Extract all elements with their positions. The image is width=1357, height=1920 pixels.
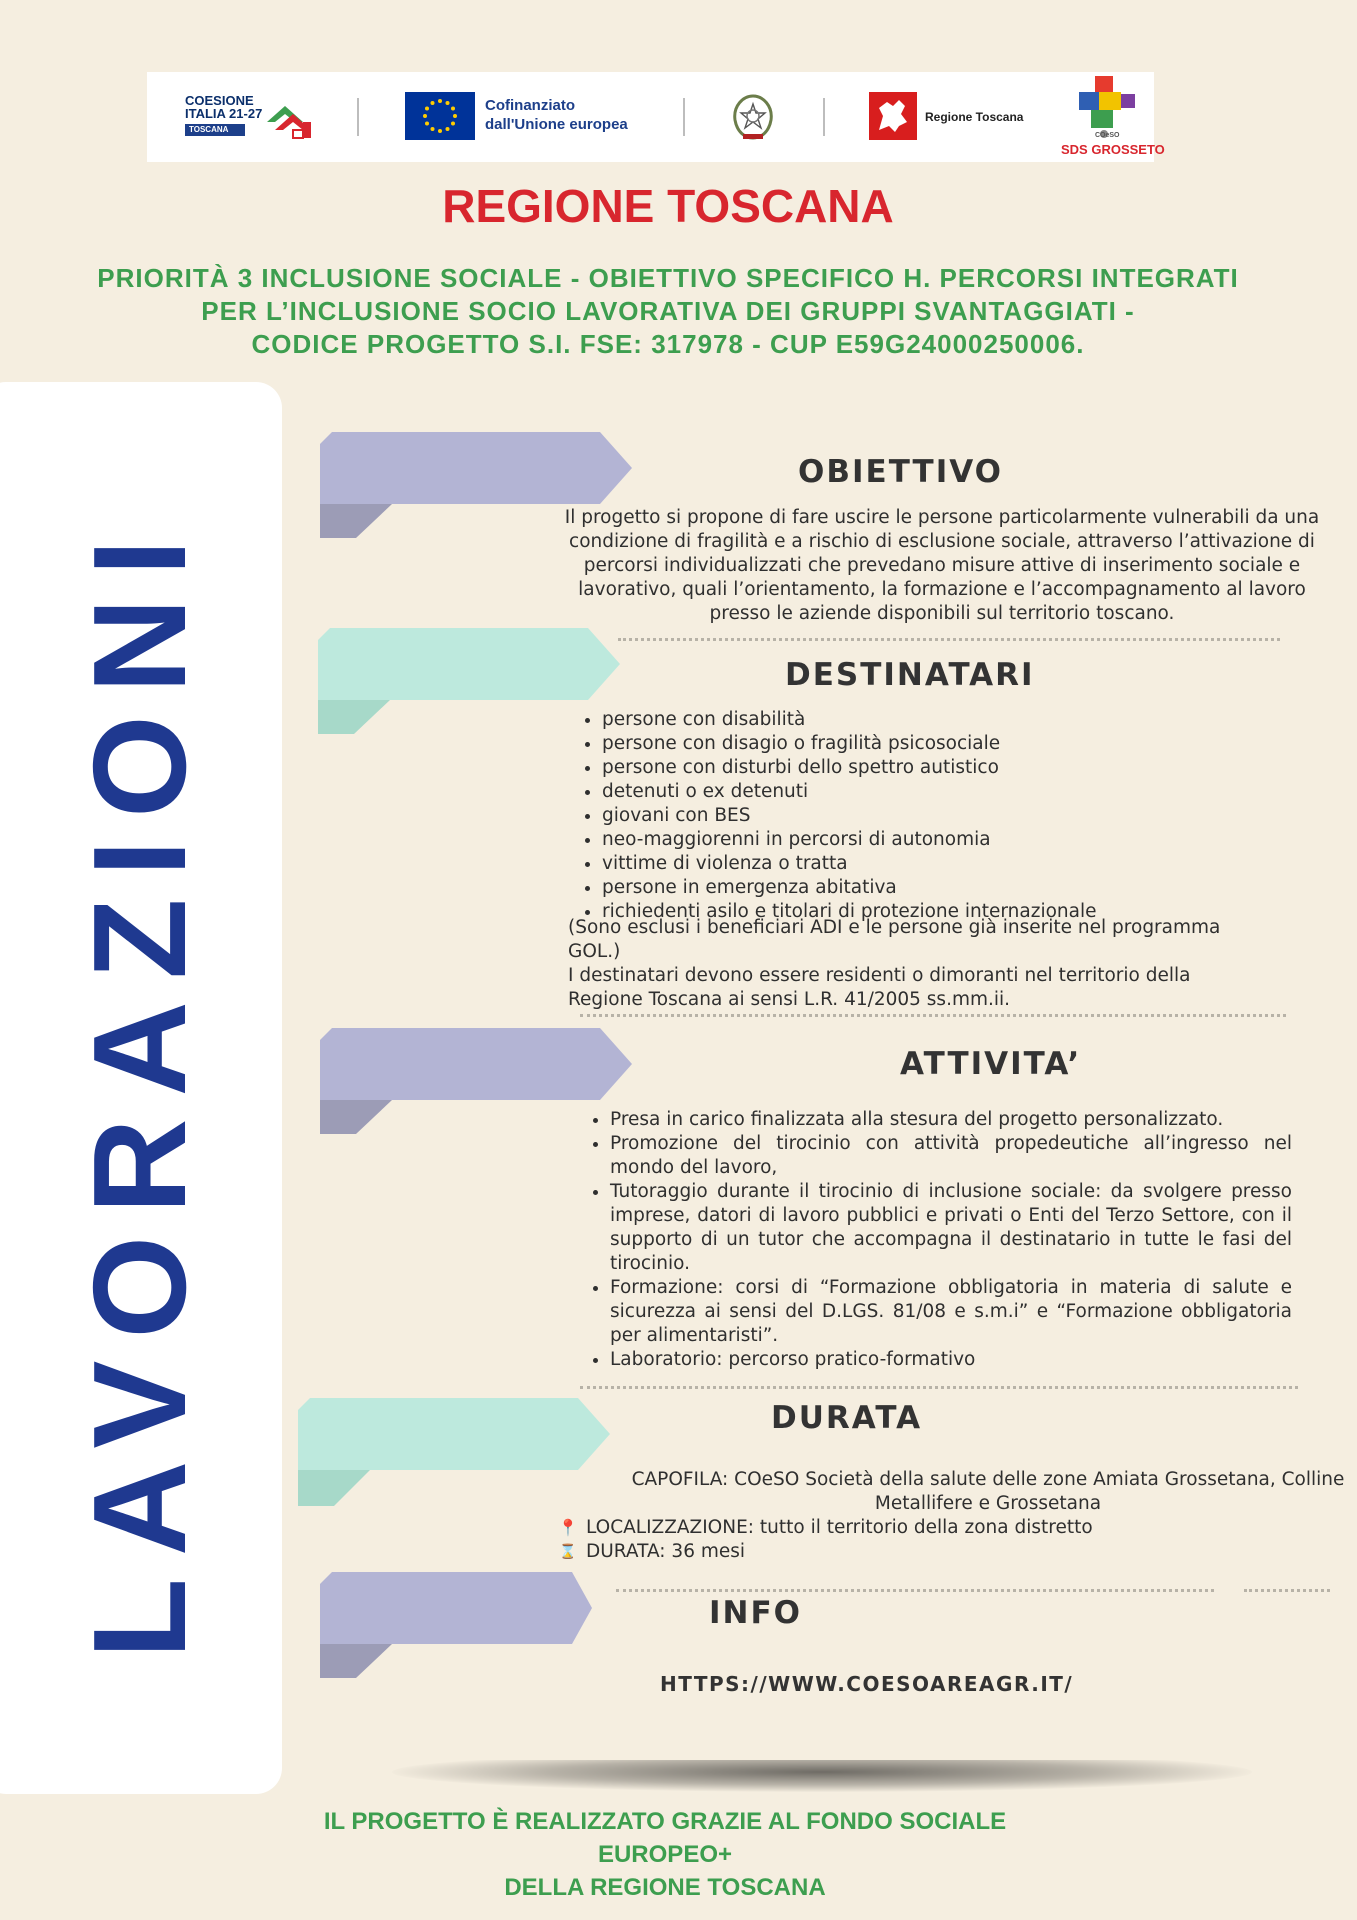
italian-republic-emblem-icon	[729, 92, 777, 142]
list-item: • Promozione del tirocinio con attività propedeutiche all’ingresso nel mondo del lavoro,	[610, 1132, 1292, 1180]
priority-line: CODICE PROGETTO S.I. FSE: 317978 - CUP E59G24000250006.	[251, 329, 1085, 359]
durata-details	[556, 1468, 1346, 1564]
section-heading-attivita: ATTIVITA’	[900, 1046, 1082, 1082]
section-divider	[580, 1014, 1286, 1017]
destinatari-exclusion-note: (Sono esclusi i beneficiari ADI e le persone già inserite nel programma GOL.)	[568, 917, 1221, 962]
regione-toscana-label: Regione Toscana	[925, 110, 1024, 124]
destinatari-notes	[568, 916, 1248, 1012]
sds-grosseto-label: SDS GROSSETO	[1061, 142, 1165, 157]
list-item: • detenuti o ex detenuti	[602, 780, 1268, 804]
eu-text-line1: Cofinanziato	[485, 97, 575, 114]
obiettivo-paragraph: Il progetto si propone di fare uscire le persone particolarmente vulnerabili da una condizione di fragilità e a rischio di esclusione sociale, attraverso l’attivazione di percorsi individualizzati che prevedano misure attive di inserimento sociale e lavorativo, quali l’orientamento, la formazione e l’accompagnamento al lavoro presso le aziende disponibili sul territorio toscano.	[564, 507, 1320, 624]
localizzazione-text: LOCALIZZAZIONE: tutto il territorio della zona distretto	[586, 1517, 1093, 1538]
logo-divider	[823, 98, 825, 136]
section-heading-destinatari: DESTINATARI	[785, 657, 1035, 693]
list-item: • neo-maggiorenni in percorsi di autonomia	[602, 828, 1268, 852]
coesione-logo-sub: TOSCANA	[185, 124, 245, 136]
section-divider	[618, 638, 1280, 641]
logo-bar	[147, 72, 1165, 162]
vertical-title: LAVORAZIONI	[66, 517, 213, 1659]
durata-text: DURATA: 36 mesi	[586, 1541, 746, 1562]
list-item: • Formazione: corsi di “Formazione obbligatoria in materia di salute e sicurezza ai sensi del D.LGS. 81/08 e s.m.i” e “Formazione obbligatoria per alimentaristi”.	[610, 1276, 1292, 1348]
footer-note	[320, 1805, 1010, 1904]
destinatari-residency-note: I destinatari devono essere residenti o dimoranti nel territorio della Regione Toscana ai sensi L.R. 41/2005 ss.mm.ii.	[568, 965, 1191, 1010]
footer-line: DELLA REGIONE TOSCANA	[504, 1874, 826, 1901]
section-divider	[580, 1386, 1298, 1389]
coesione-logo-line2: ITALIA 21-27	[185, 106, 263, 121]
list-item: • persone con disturbi dello spettro autistico	[602, 756, 1268, 780]
hourglass-icon: ⌛	[559, 1544, 577, 1560]
coesione-logo-line1: COESIONE	[185, 93, 254, 108]
page-title: REGIONE TOSCANA	[442, 180, 894, 232]
list-item: • persone con disabilità	[602, 708, 1268, 732]
sds-grosseto-logo	[1059, 72, 1165, 162]
priority-line: PRIORITÀ 3 INCLUSIONE SOCIALE - OBIETTIVO SPECIFICO H. PERCORSI INTEGRATI	[97, 263, 1239, 293]
coesione-italia-logo	[185, 90, 315, 144]
coeso-small-label: COeSO	[1095, 132, 1120, 139]
list-item: • persone in emergenza abitativa	[602, 876, 1268, 900]
list-item: • vittime di violenza o tratta	[602, 852, 1268, 876]
coesione-arrows-icon	[263, 96, 313, 140]
ribbon-info	[320, 1572, 592, 1680]
destinatari-list	[568, 708, 1268, 924]
eu-cofinanced-text	[485, 96, 628, 134]
priority-subtitle	[60, 262, 1276, 361]
eu-flag-icon	[405, 92, 475, 140]
regione-toscana-flag-icon	[869, 92, 917, 140]
attivita-list	[576, 1108, 1292, 1372]
list-item: • giovani con BES	[602, 804, 1268, 828]
logo-divider	[357, 98, 359, 136]
shadow-mask	[360, 1734, 1290, 1760]
list-item: • richiedenti asilo e titolari di protezione internazionale	[602, 900, 1268, 924]
section-heading-obiettivo: OBIETTIVO	[798, 454, 1004, 490]
footer-line: IL PROGETTO È REALIZZATO GRAZIE AL FONDO SOCIALE EUROPEO+	[323, 1808, 1007, 1868]
eu-text-line2: dall'Unione europea	[485, 116, 628, 133]
list-item: • persone con disagio o fragilità psicosociale	[602, 732, 1268, 756]
capofila-text: CAPOFILA: COeSO Società della salute delle zone Amiata Grossetana, Colline Metallifere e Grossetana	[631, 1469, 1345, 1514]
section-divider	[616, 1589, 1214, 1592]
website-link[interactable]: HTTPS://WWW.COESOAREAGR.IT/	[660, 1672, 1074, 1696]
durata-row	[556, 1540, 1346, 1564]
logo-divider	[683, 98, 685, 136]
list-item: • Laboratorio: percorso pratico-formativo	[610, 1348, 1292, 1372]
priority-line: PER L’INCLUSIONE SOCIO LAVORATIVA DEI GRUPPI SVANTAGGIATI -	[201, 296, 1135, 326]
location-pin-icon: 📍	[558, 1518, 578, 1537]
section-heading-info: INFO	[709, 1595, 803, 1631]
localizzazione-row	[556, 1516, 1346, 1540]
list-item: • Presa in carico finalizzata alla stesura del progetto personalizzato.	[610, 1108, 1292, 1132]
section-heading-durata: DURATA	[771, 1400, 923, 1436]
section-divider	[1244, 1589, 1330, 1592]
list-item: • Tutoraggio durante il tirocinio di inclusione sociale: da svolgere presso imprese, datori di lavoro pubblici e privati o Enti del Terzo Settore, con il supporto di un tutor che accompagna il destinatario in tutte le fasi del tirocinio.	[610, 1180, 1292, 1276]
